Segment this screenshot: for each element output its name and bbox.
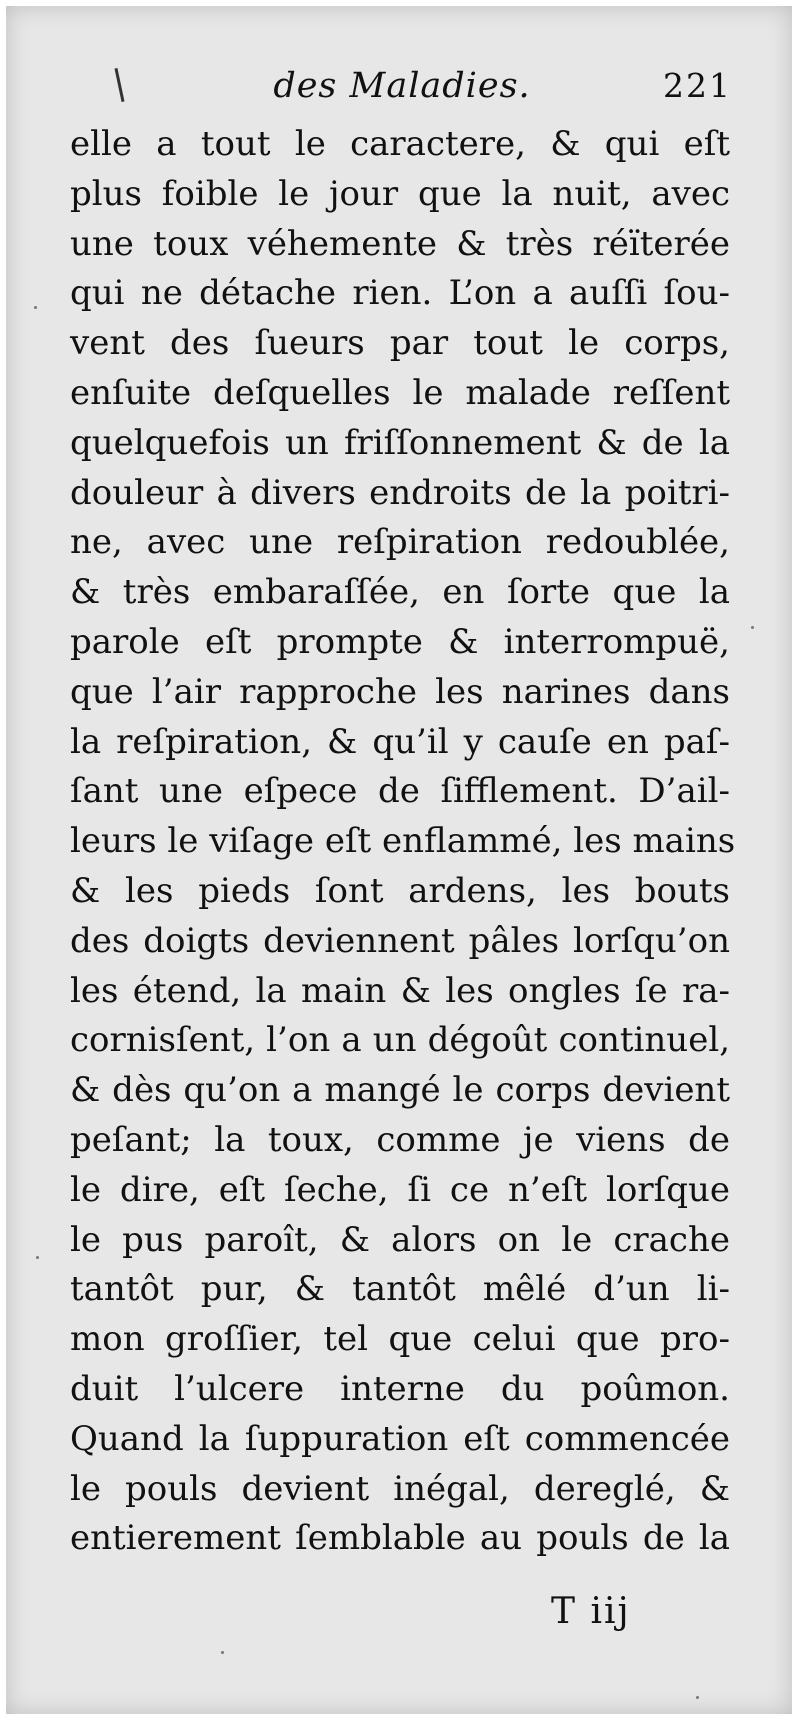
text-line: quelquefois un friſſonnement & de la	[70, 422, 730, 463]
text-line: le pouls devient inégal, dereglé, &	[70, 1468, 730, 1509]
paper-speck	[696, 1696, 699, 1699]
running-title: des Maladies.	[273, 66, 531, 106]
text-line: duit l’ulcere interne du poûmon.	[70, 1368, 730, 1409]
text-line: enſuite deſquelles le malade reſſent	[70, 372, 730, 413]
text-line: une toux véhemente & très réïterée	[70, 223, 730, 264]
text-line: & très embaraſſée, en ſorte que la	[70, 572, 730, 613]
signature-mark: T iij	[551, 1591, 631, 1632]
text-line: cornisſent, l’on a un dégoût continuel,	[70, 1020, 730, 1061]
text-line: le dire, eſt ſeche, ſi ce n’eſt lorſque	[70, 1169, 730, 1210]
paper-speck	[751, 626, 754, 629]
text-line: vent des ſueurs par tout le corps,	[70, 323, 730, 364]
text-line: douleur à divers endroits de la poitri-	[70, 472, 730, 513]
text-line: & dès qu’on a mangé le corps devient	[70, 1070, 730, 1111]
text-line: des doigts deviennent pâles lorſqu’on	[70, 920, 730, 961]
text-line: la reſpiration, & qu’il y cauſe en paſ-	[70, 721, 730, 762]
page-header	[72, 66, 732, 116]
text-line: qui ne détache rien. L’on a auſſi ſou-	[70, 273, 730, 314]
text-line: parole eſt prompte & interrompuë,	[70, 621, 730, 662]
paper-speck	[221, 1651, 224, 1654]
text-line: Quand la ſuppuration eſt commencée	[70, 1418, 730, 1459]
paper-speck	[34, 306, 37, 309]
text-line: entierement ſemblable au pouls de la	[70, 1518, 730, 1559]
book-page	[6, 6, 792, 1714]
page-number: 221	[663, 66, 732, 105]
text-line: les étend, la main & les ongles ſe ra-	[70, 970, 730, 1011]
text-line: plus foible le jour que la nuit, avec	[70, 173, 730, 214]
text-line: peſant; la toux, comme je viens de	[70, 1119, 730, 1160]
text-line: leurs le viſage eſt enflammé, les mains	[70, 821, 736, 862]
paper-speck	[36, 1256, 39, 1259]
text-line: elle a tout le caractere, & qui eſt	[70, 124, 730, 164]
body-text	[70, 120, 736, 1564]
text-line: ſant une eſpece de ſifflement. D’ail-	[70, 771, 730, 812]
text-line: mon groſſier, tel que celui que pro-	[70, 1319, 730, 1360]
text-line: le pus paroît, & alors on le crache	[70, 1219, 730, 1260]
text-line: ne, avec une reſpiration redoublée,	[70, 522, 730, 563]
text-line: & les pieds ſont ardens, les bouts	[70, 870, 730, 911]
text-line: que l’air rapproche les narines dans	[70, 671, 730, 712]
text-line: tantôt pur, & tantôt mêlé d’un li-	[70, 1269, 730, 1310]
